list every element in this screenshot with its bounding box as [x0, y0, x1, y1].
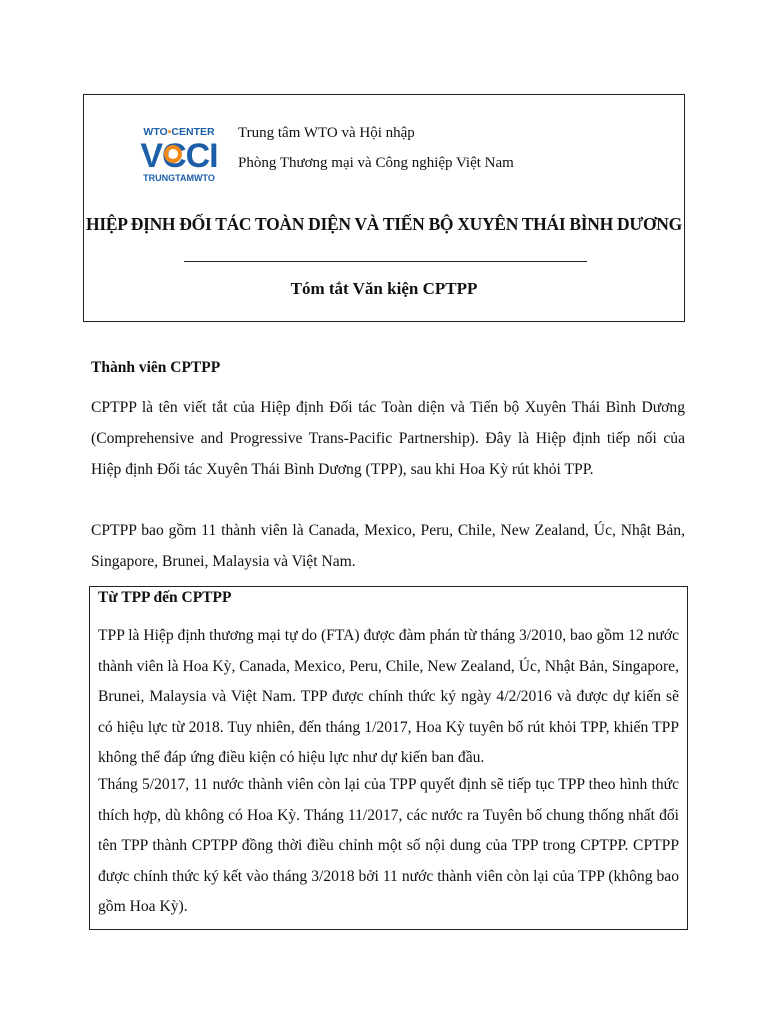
- document-subtitle: Tóm tắt Văn kiện CPTPP: [290, 279, 478, 298]
- paragraph-cptpp-formation: Tháng 5/2017, 11 nước thành viên còn lại của TPP quyết định sẽ tiếp tục TPP theo hình thức thích hợp, dù không có Hoa Kỳ. Tháng 11/2017, các nước ra Tuyên bố chung thống nhất đổi tên TPP thành CPTPP đồng thời điều chỉnh một số nội dung của TPP trong CPTPP. CPTPP được chính thức ký kết vào tháng 3/2018 bởi 11 nước thành viên còn lại của TPP (không bao gồm Hoa Kỳ).: [98, 776, 679, 915]
- logo-main-text: VCCI: [140, 137, 218, 175]
- logo-top-text: WTO•CENTER: [143, 126, 215, 138]
- logo-bottom-text: TRUNGTAMWTO: [143, 173, 215, 183]
- document-header-box: [83, 94, 685, 322]
- title-divider: [184, 261, 587, 262]
- org-name-vcci: Phòng Thương mại và Công nghiệp Việt Nam: [238, 155, 514, 171]
- paragraph-tpp-history: TPP là Hiệp định thương mại tự do (FTA) được đàm phán từ tháng 3/2010, bao gồm 12 nước thành viên là Hoa Kỳ, Canada, Mexico, Peru, Chile, New Zealand, Úc, Nhật Bản, Singapore, Brunei, Malaysia và Việt Nam. TPP được chính thức ký ngày 4/2/2016 và được dự kiến sẽ có hiệu lực từ 2018. Tuy nhiên, đến tháng 1/2017, Hoa Kỳ tuyên bố rút khỏi TPP, khiến TPP không thể đáp ứng điều kiện có hiệu lực như dự kiến ban đầu.: [98, 627, 679, 766]
- tpp-to-cptpp-box: [89, 586, 688, 930]
- section-heading-members: Thành viên CPTPP: [91, 359, 221, 376]
- wto-center-vcci-logo-icon: [136, 123, 222, 185]
- org-name-wto-center: Trung tâm WTO và Hội nhập: [238, 125, 415, 141]
- paragraph-cptpp-definition: CPTPP là tên viết tắt của Hiệp định Đối tác Toàn diện và Tiến bộ Xuyên Thái Bình Dương (Comprehensive and Progressive Trans-Pacific Partnership). Đây là Hiệp định tiếp nối của Hiệp định Đối tác Xuyên Thái Bình Dương (TPP), sau khi Hoa Kỳ rút khỏi TPP.: [91, 399, 685, 478]
- paragraph-cptpp-members: CPTPP bao gồm 11 thành viên là Canada, Mexico, Peru, Chile, New Zealand, Úc, Nhật Bản, Singapore, Brunei, Malaysia và Việt Nam.: [91, 522, 685, 570]
- document-title: HIỆP ĐỊNH ĐỐI TÁC TOÀN DIỆN VÀ TIẾN BỘ XUYÊN THÁI BÌNH DƯƠNG: [86, 214, 682, 234]
- info-box-heading: Từ TPP đến CPTPP: [98, 589, 232, 606]
